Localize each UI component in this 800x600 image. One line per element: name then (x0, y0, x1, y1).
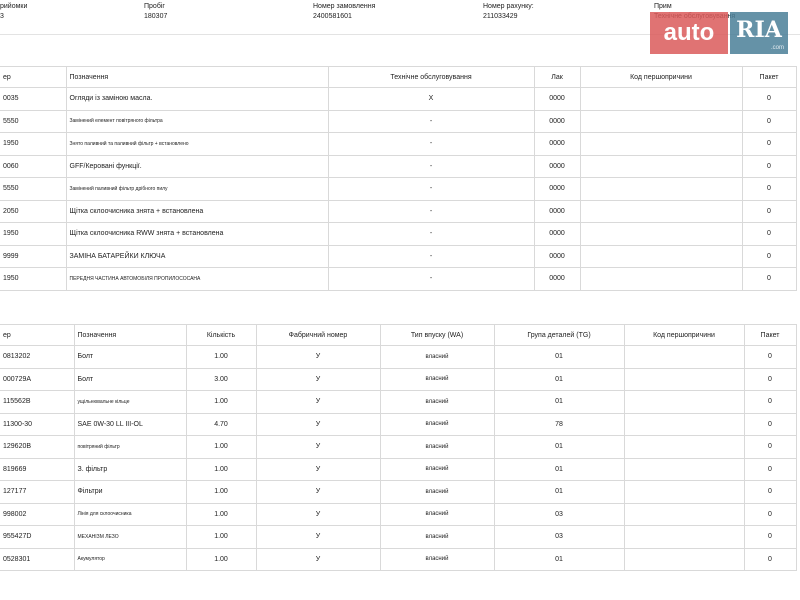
cell-package: 0 (744, 526, 796, 549)
header-label: рийомки (0, 3, 28, 10)
cell-root-cause (580, 200, 742, 223)
cell-quantity: 3.00 (186, 368, 256, 391)
cell-root-cause (580, 155, 742, 178)
col-quantity: Кількість (186, 325, 256, 346)
cell-package: 0 (744, 368, 796, 391)
cell-root-cause (624, 346, 744, 369)
cell-intake-type: власний (380, 391, 494, 414)
cell-number: 1950 (0, 133, 66, 156)
cell-service: - (328, 245, 534, 268)
col-root-cause: Код першопричини (624, 325, 744, 346)
cell-parts-group: 01 (494, 368, 624, 391)
col-intake-type: Тип впуску (WA) (380, 325, 494, 346)
logo-auto-part: auto (650, 12, 728, 54)
header-cell-invoice-number (483, 2, 534, 22)
table-row (0, 223, 796, 246)
cell-service: - (328, 133, 534, 156)
cell-number: 0035 (0, 88, 66, 111)
table-row (0, 133, 796, 156)
cell-quantity: 1.00 (186, 458, 256, 481)
cell-designation: Акумулятор (74, 548, 186, 571)
cell-lak: 0000 (534, 155, 580, 178)
header-value: 3 (0, 13, 4, 20)
cell-number: 1950 (0, 268, 66, 291)
cell-intake-type: власний (380, 548, 494, 571)
cell-package: 0 (744, 548, 796, 571)
col-designation: Позначення (66, 67, 328, 88)
cell-package: 0 (742, 268, 796, 291)
cell-quantity: 1.00 (186, 391, 256, 414)
table-row (0, 436, 796, 459)
cell-number: 0813202 (0, 346, 74, 369)
cell-root-cause (624, 458, 744, 481)
cell-intake-type: власний (380, 368, 494, 391)
cell-root-cause (624, 436, 744, 459)
cell-parts-group: 01 (494, 436, 624, 459)
table-row (0, 458, 796, 481)
cell-root-cause (580, 268, 742, 291)
col-factory-number: Фабричний номер (256, 325, 380, 346)
cell-intake-type: власний (380, 458, 494, 481)
cell-intake-type: власний (380, 346, 494, 369)
cell-designation: Огляди із заміною масла. (66, 88, 328, 111)
cell-lak: 0000 (534, 223, 580, 246)
cell-parts-group: 01 (494, 458, 624, 481)
cell-root-cause (580, 110, 742, 133)
cell-factory-number: У (256, 503, 380, 526)
cell-quantity: 1.00 (186, 346, 256, 369)
header-value: 211033429 (483, 13, 518, 20)
cell-parts-group: 03 (494, 526, 624, 549)
cell-factory-number: У (256, 346, 380, 369)
cell-root-cause (624, 548, 744, 571)
cell-number: 129620B (0, 436, 74, 459)
cell-designation: МЕХАНІЗМ ЛЕЗО (74, 526, 186, 549)
table-row (0, 178, 796, 201)
cell-service: - (328, 110, 534, 133)
cell-package: 0 (744, 503, 796, 526)
cell-lak: 0000 (534, 110, 580, 133)
cell-quantity: 1.00 (186, 503, 256, 526)
cell-intake-type: власний (380, 413, 494, 436)
cell-package: 0 (744, 458, 796, 481)
works-table (0, 66, 797, 291)
cell-parts-group: 01 (494, 346, 624, 369)
logo-ria-part (730, 12, 788, 54)
cell-root-cause (580, 245, 742, 268)
cell-lak: 0000 (534, 178, 580, 201)
table-row (0, 88, 796, 111)
cell-root-cause (624, 368, 744, 391)
cell-root-cause (580, 223, 742, 246)
header-cell-mileage (144, 2, 167, 22)
cell-package: 0 (742, 245, 796, 268)
cell-lak: 0000 (534, 133, 580, 156)
cell-root-cause (624, 413, 744, 436)
works-header-row (0, 67, 796, 88)
logo-com-suffix: .com (770, 45, 784, 51)
cell-designation: GFF/Керовані функції. (66, 155, 328, 178)
cell-root-cause (624, 481, 744, 504)
cell-package: 0 (742, 133, 796, 156)
cell-package: 0 (744, 436, 796, 459)
cell-designation: Болт (74, 368, 186, 391)
cell-quantity: 4.70 (186, 413, 256, 436)
parts-table (0, 324, 797, 571)
cell-parts-group: 78 (494, 413, 624, 436)
cell-package: 0 (744, 346, 796, 369)
col-package: Пакет (744, 325, 796, 346)
cell-number: 0060 (0, 155, 66, 178)
cell-factory-number: У (256, 548, 380, 571)
table-row (0, 155, 796, 178)
cell-root-cause (624, 503, 744, 526)
cell-lak: 0000 (534, 88, 580, 111)
col-number: ер (0, 325, 74, 346)
cell-factory-number: У (256, 436, 380, 459)
cell-intake-type: власний (380, 481, 494, 504)
cell-parts-group: 03 (494, 503, 624, 526)
col-package: Пакет (742, 67, 796, 88)
cell-factory-number: У (256, 413, 380, 436)
table-row (0, 548, 796, 571)
cell-number: 11300-30 (0, 413, 74, 436)
parts-header-row (0, 325, 796, 346)
cell-service: - (328, 223, 534, 246)
col-designation: Позначення (74, 325, 186, 346)
table-row (0, 200, 796, 223)
cell-designation: повітряний фільтр (74, 436, 186, 459)
cell-quantity: 1.00 (186, 526, 256, 549)
cell-package: 0 (742, 155, 796, 178)
cell-package: 0 (742, 110, 796, 133)
cell-package: 0 (742, 200, 796, 223)
header-label: Пробіг (144, 3, 165, 10)
header-cell-date (0, 2, 27, 22)
cell-service: - (328, 200, 534, 223)
cell-quantity: 1.00 (186, 436, 256, 459)
header-label: Прим (654, 3, 672, 10)
col-root-cause: Код першопричини (580, 67, 742, 88)
cell-service: - (328, 178, 534, 201)
col-lak: Лак (534, 67, 580, 88)
col-service: Технічне обслуговування (328, 67, 534, 88)
cell-service: - (328, 268, 534, 291)
col-number: ер (0, 67, 66, 88)
table-row (0, 413, 796, 436)
table-row (0, 503, 796, 526)
cell-designation: Болт (74, 346, 186, 369)
cell-root-cause (580, 133, 742, 156)
table-row (0, 346, 796, 369)
cell-factory-number: У (256, 391, 380, 414)
cell-parts-group: 01 (494, 548, 624, 571)
cell-root-cause (624, 391, 744, 414)
table-row (0, 391, 796, 414)
cell-number: 5550 (0, 110, 66, 133)
cell-parts-group: 01 (494, 391, 624, 414)
cell-designation: Замінений паливний фільтр дрібного пилу (66, 178, 328, 201)
cell-package: 0 (744, 413, 796, 436)
cell-intake-type: власний (380, 436, 494, 459)
cell-number: 955427D (0, 526, 74, 549)
cell-number: 5550 (0, 178, 66, 201)
cell-designation: ущільнювальне кільце (74, 391, 186, 414)
cell-root-cause (580, 88, 742, 111)
table-row (0, 526, 796, 549)
cell-lak: 0000 (534, 268, 580, 291)
cell-number: 000729A (0, 368, 74, 391)
cell-root-cause (580, 178, 742, 201)
cell-factory-number: У (256, 526, 380, 549)
cell-factory-number: У (256, 458, 380, 481)
table-row (0, 368, 796, 391)
cell-designation: Лінія для склоочисника (74, 503, 186, 526)
col-parts-group: Група деталей (TG) (494, 325, 624, 346)
cell-number: 127177 (0, 481, 74, 504)
header-value: 2400581601 (313, 13, 352, 20)
cell-package: 0 (744, 391, 796, 414)
cell-designation: Замінений елемент повітряного фільтра (66, 110, 328, 133)
header-label: Номер рахунку: (483, 3, 534, 10)
cell-service: - (328, 155, 534, 178)
table-row (0, 268, 796, 291)
cell-intake-type: власний (380, 503, 494, 526)
header-cell-order-number (313, 2, 375, 22)
table-row (0, 245, 796, 268)
cell-quantity: 1.00 (186, 548, 256, 571)
logo-ria-text: RIA (736, 17, 782, 43)
cell-number: 998002 (0, 503, 74, 526)
cell-number: 9999 (0, 245, 66, 268)
cell-number: 819669 (0, 458, 74, 481)
cell-intake-type: власний (380, 526, 494, 549)
cell-package: 0 (742, 88, 796, 111)
cell-service: X (328, 88, 534, 111)
cell-number: 115562B (0, 391, 74, 414)
cell-root-cause (624, 526, 744, 549)
cell-parts-group: 01 (494, 481, 624, 504)
cell-designation: Щітка склоочисника RWW знята + встановлена (66, 223, 328, 246)
header-label: Номер замовлення (313, 3, 376, 10)
cell-designation: Фільтри (74, 481, 186, 504)
cell-factory-number: У (256, 481, 380, 504)
table-row (0, 110, 796, 133)
cell-quantity: 1.00 (186, 481, 256, 504)
cell-number: 0528301 (0, 548, 74, 571)
cell-number: 2050 (0, 200, 66, 223)
header-value: 180307 (144, 13, 168, 20)
cell-lak: 0000 (534, 200, 580, 223)
cell-package: 0 (744, 481, 796, 504)
cell-designation: З. фільтр (74, 458, 186, 481)
cell-package: 0 (742, 178, 796, 201)
cell-designation: Щітка склоочисника знята + встановлена (66, 200, 328, 223)
cell-factory-number: У (256, 368, 380, 391)
table-row (0, 481, 796, 504)
cell-designation: ПЕРЕДНЯ ЧАСТИНА АВТОМОБІЛЯ ПРОПИЛОСОСАНА (66, 268, 328, 291)
cell-number: 1950 (0, 223, 66, 246)
cell-designation: SAE 0W-30 LL III-OL (74, 413, 186, 436)
cell-package: 0 (742, 223, 796, 246)
watermark-logo (650, 12, 788, 54)
cell-designation: Знято паливний та паливний фільтр + встановлено (66, 133, 328, 156)
cell-lak: 0000 (534, 245, 580, 268)
cell-designation: ЗАМІНА БАТАРЕЙКИ КЛЮЧА (66, 245, 328, 268)
